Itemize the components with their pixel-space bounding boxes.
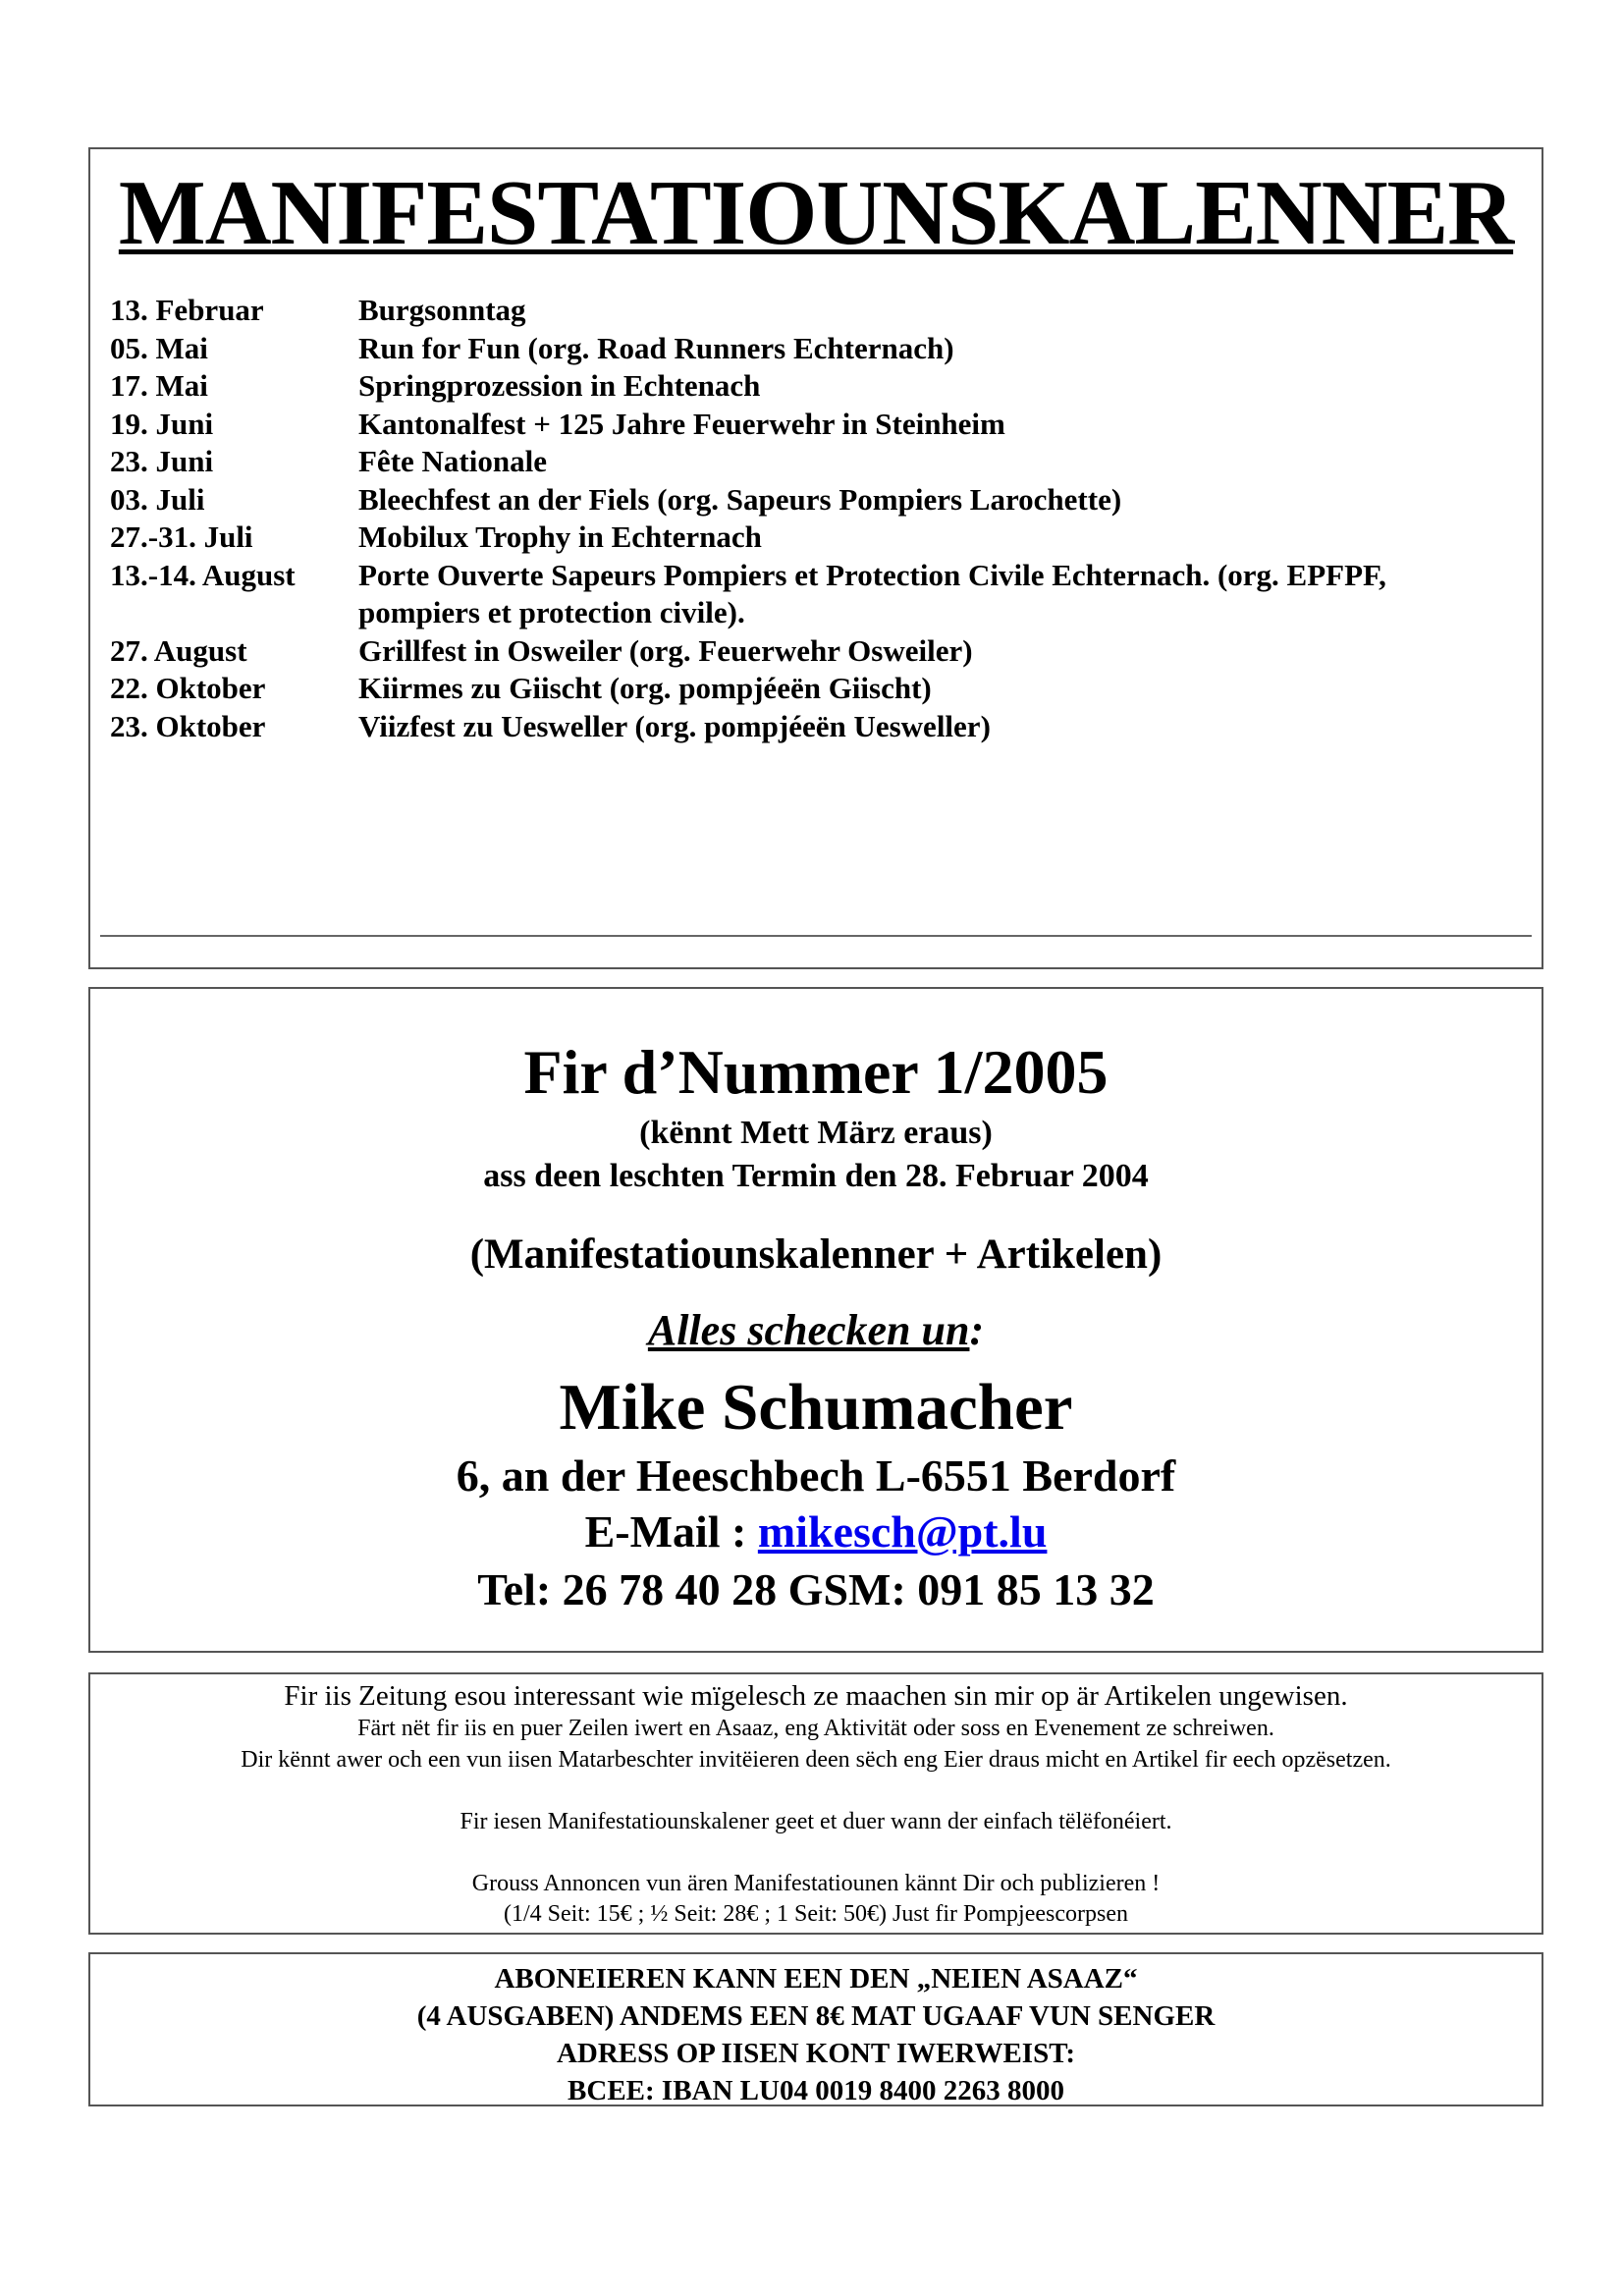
event-date: 22. Oktober bbox=[110, 671, 266, 705]
send-to-heading bbox=[90, 1305, 1542, 1356]
event-text: Run for Fun (org. Road Runners Echternach) bbox=[358, 330, 954, 365]
next-issue-subtitle: (kënnt Mett März eraus) bbox=[639, 1115, 993, 1151]
divider bbox=[100, 935, 1532, 937]
next-issue-title: Fir d’Nummer 1/2005 bbox=[523, 1037, 1109, 1107]
event-row bbox=[110, 443, 1502, 481]
event-row bbox=[110, 406, 1502, 444]
email-label: E-Mail : bbox=[584, 1506, 758, 1557]
event-date: 23. Oktober bbox=[110, 708, 266, 743]
event-date: 13.-14. August bbox=[110, 557, 296, 592]
event-list bbox=[110, 292, 1502, 745]
event-text: Kantonalfest + 125 Jahre Feuerwehr in Steinheim bbox=[358, 406, 1005, 441]
event-text: Kiirmes zu Giischt (org. pompjéeën Giischt) bbox=[358, 671, 932, 705]
send-to-label: Alles schecken un bbox=[647, 1306, 970, 1354]
next-issue-box bbox=[88, 987, 1543, 1653]
subscription-line: ABONEIEREN KANN EEN DEN „NEIEN ASAAZ“ bbox=[494, 1963, 1138, 1995]
event-row bbox=[110, 632, 1502, 671]
event-date: 23. Juni bbox=[110, 444, 214, 478]
event-date: 17. Mai bbox=[110, 368, 208, 403]
event-text: Mobilux Trophy in Echternach bbox=[358, 519, 762, 554]
event-row bbox=[110, 708, 1502, 746]
event-row bbox=[110, 557, 1502, 632]
info-line: Fir iesen Manifestatiounskalener geet et duer wann der einfach tëlëfonéiert. bbox=[460, 1809, 1172, 1834]
event-text: Burgsonntag bbox=[358, 293, 526, 327]
event-text: Springprozession in Echtenach bbox=[358, 368, 761, 403]
event-row bbox=[110, 481, 1502, 519]
event-row bbox=[110, 519, 1502, 557]
info-line: Dir kënnt awer och een vun iisen Matarbeschter invitëieren deen sëch eng Eier draus micht en Artikel fir eech opzësetzen. bbox=[241, 1747, 1391, 1773]
deadline-text: ass deen leschten Termin den 28. Februar 2004 bbox=[483, 1158, 1149, 1194]
subscription-line: (4 AUSGABEN) ANDEMS EEN 8€ MAT UGAAF VUN SENGER bbox=[416, 2000, 1216, 2032]
send-to-colon: : bbox=[969, 1306, 985, 1354]
bank-account: BCEE: IBAN LU04 0019 8400 2263 8000 bbox=[568, 2075, 1064, 2106]
event-text: Fête Nationale bbox=[358, 444, 547, 478]
info-box bbox=[88, 1672, 1543, 1935]
event-row bbox=[110, 367, 1502, 406]
subscription-line: ADRESS OP IISEN KONT IWERWEIST: bbox=[556, 2038, 1076, 2069]
event-date: 05. Mai bbox=[110, 330, 208, 365]
info-line: Fir iis Zeitung esou interessant wie mïgelesch ze maachen sin mir op är Artikelen ungewisen. bbox=[284, 1680, 1348, 1712]
event-row bbox=[110, 292, 1502, 330]
contact-email-line bbox=[90, 1504, 1542, 1559]
event-date: 19. Juni bbox=[110, 406, 214, 441]
contact-name: Mike Schumacher bbox=[559, 1371, 1073, 1444]
event-date: 13. Februar bbox=[110, 293, 264, 327]
event-text: Grillfest in Osweiler (org. Feuerwehr Osweiler) bbox=[358, 632, 973, 668]
content-note: (Manifestatiounskalenner + Artikelen) bbox=[469, 1231, 1163, 1278]
event-date: 03. Juli bbox=[110, 481, 205, 517]
info-line: Färt nët fir iis en puer Zeilen iwert en Asaaz, eng Aktivität oder soss en Evenement ze schreiwen. bbox=[357, 1716, 1274, 1741]
calendar-title: MANIFESTATIOUNSKALENNER bbox=[118, 162, 1514, 264]
event-row bbox=[110, 670, 1502, 708]
event-text: Bleechfest an der Fiels (org. Sapeurs Pompiers Larochette) bbox=[358, 481, 1122, 517]
info-line: Grouss Annoncen vun ären Manifestatiounen kännt Dir och publizieren ! bbox=[471, 1871, 1161, 1896]
contact-phone: Tel: 26 78 40 28 GSM: 091 85 13 32 bbox=[477, 1564, 1155, 1614]
contact-address: 6, an der Heeschbech L-6551 Berdorf bbox=[456, 1450, 1176, 1501]
event-date: 27. August bbox=[110, 632, 247, 668]
event-text: Viizfest zu Uesweller (org. pompjéeën Uesweller) bbox=[358, 708, 991, 743]
event-text: Porte Ouverte Sapeurs Pompiers et Protection Civile Echternach. (org. EPFPF, pompiers et protection civile). bbox=[358, 557, 1386, 629]
event-row bbox=[110, 330, 1502, 368]
calendar-box bbox=[88, 147, 1543, 969]
ad-prices: (1/4 Seit: 15€ ; ½ Seit: 28€ ; 1 Seit: 50€) Just fir Pompjeescorpsen bbox=[504, 1901, 1128, 1927]
email-link[interactable]: mikesch@pt.lu bbox=[757, 1506, 1048, 1557]
event-date: 27.-31. Juli bbox=[110, 519, 253, 554]
subscription-box bbox=[88, 1952, 1543, 2106]
